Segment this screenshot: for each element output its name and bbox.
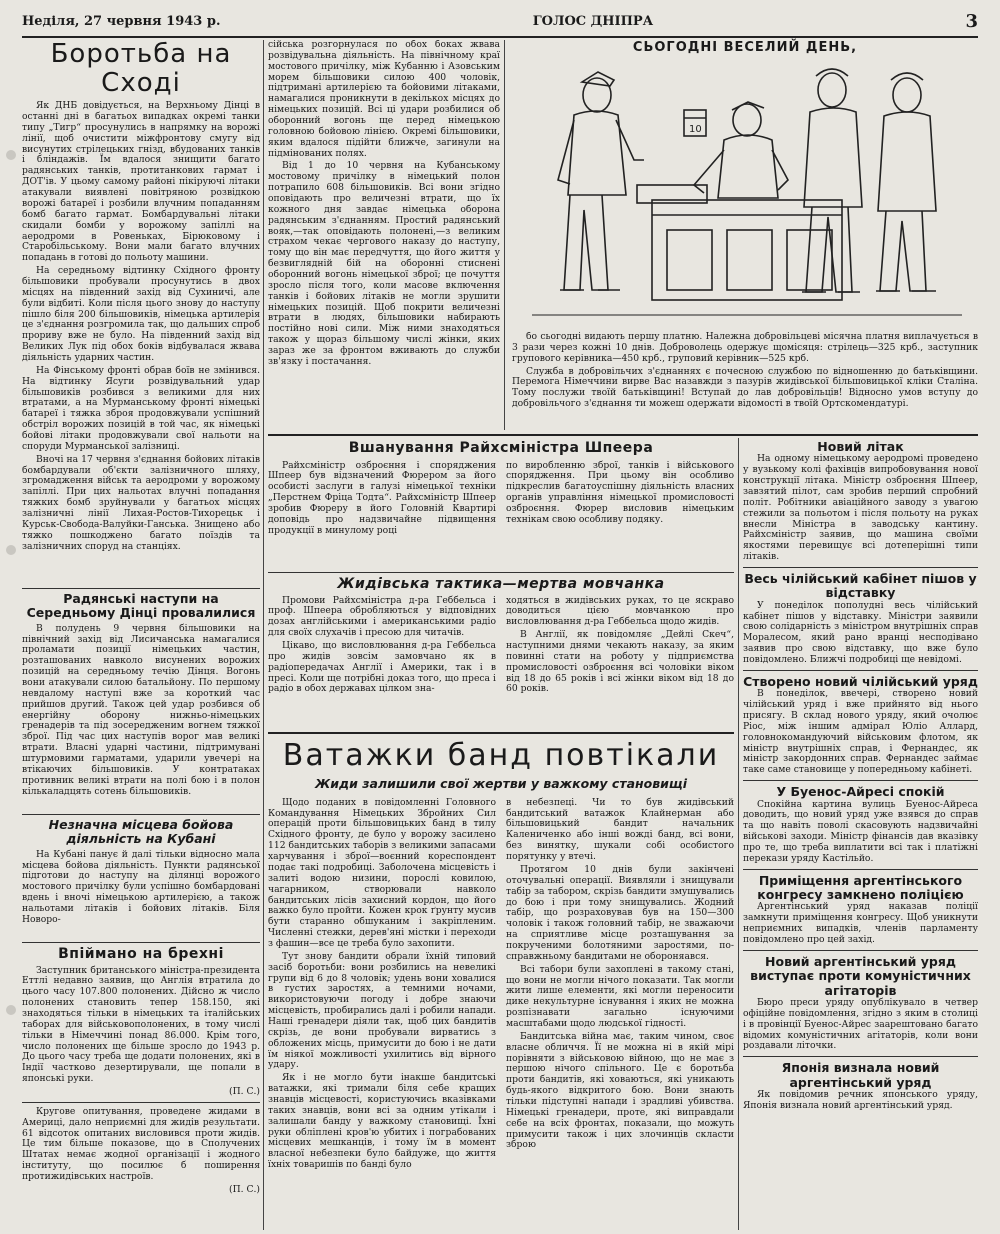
soldier-figure bbox=[876, 73, 936, 291]
article-tactic bbox=[268, 576, 734, 700]
article-subtitle: Жиди залишили свої жертви у важкому становищі bbox=[314, 776, 687, 792]
paragraph: Як і не могло бути інакше бандитські ватажки, які тримали біля себе кращих знавців місцевості, користуючись вказівками таких знавців, вони всі за одним утікали і залишали банду у важкому становищі. Їхні руки обліплені кров'ю убитих і пограбованих місцевих мешканців, і тому їм в момент власної небезпеки було байдуже, що життя їхніх товаришів по банді було bbox=[268, 1072, 496, 1171]
divider bbox=[743, 670, 978, 671]
paragraph: сійська розгорнулася по обох боках жвава розвідувальна діяльність. На північному краї мостового причілку, між Кубанню і Азовським морем більшовики силою 400 чоловік, підтримані артилерією та бойовими літаками, намагалися проникнути в декількох місцях до німецьких позицій. Всі ці удари розбилися об оборонний вогонь ще перед німецькою головною бойовою лінією. Окремі більшовики, яким вдалося підійти ближче, загинули на підмінованих полях. bbox=[268, 40, 500, 159]
page-number: 3 bbox=[965, 11, 978, 33]
paragraph: Протягом 10 днів були закінчені оточувальні операції. Виявляли і знищували табір за табором, скрізь бандити змушувались до бою і при тому знищувались. Жодний табір, що розраховував був на 150—300 чоловік і також головний табір, не зважаючи на сприятливе місце розташування за покрученими болотяними заростями, по-справжньому бандитами не обороняався. bbox=[506, 863, 734, 962]
article-title: Радянські наступи на Середньому Дінці провалилися bbox=[26, 592, 256, 621]
paragraph: На Кубані панує й далі тільки відносно мала місцева бойова діяльність. Пункти радянської підготови до наступу на ділянці ворожого мостового причілку були успішно бомбардовані вдень і вночі німецькою артилерією, а також нальотами літаків і бойових літаків. Біля Новоро- bbox=[22, 848, 260, 925]
article-bands bbox=[268, 738, 734, 1230]
calendar-number: 10 bbox=[689, 124, 702, 135]
column-rule bbox=[263, 40, 264, 1230]
paragraph: На середньому відтинку Східного фронту більшовики пробували просунутись в двох місцях на південний захід від Сухиничі, але були відбиті. Коли після цього знову до наступу пішло біля 200 більшовиків, німецька артилерія це з'єднання розгромила так, що дальших спроб прориву вже не було. На південний захід від Великих Лук під обох боків відбувалася жвава діяльність ударних частин. bbox=[22, 265, 260, 363]
paragraph: Промови Райхсміністра д-ра Геббельса і проф. Шпеера обробляються у відповідних дозах англійськими і американськими радіо для своїх слухачів і пресою для читачів. bbox=[268, 594, 496, 639]
paragraph: Всі табори були захоплені в такому стані, що вони не могли нічого показати. Так могли жити лише елементи, які могли переносити дике некультурне існування і яких не можна розпізнавати загально існуючими масштабами щодо людської гідності. bbox=[506, 963, 734, 1029]
paragraph: Бюро преси уряду опублікувало в четвер офіційне повідомлення, згідно з яким в столиці і в провінції Буенос-Айрес заарештовано багато відомих комуністичних агітаторів, коли вони роздавали літочки. bbox=[743, 996, 978, 1052]
divider bbox=[268, 732, 734, 734]
issue-date: Неділя, 27 червня 1943 р. bbox=[22, 14, 221, 30]
paragraph: Вночі на 17 червня з'єднання бойових літаків бомбардували об'єкти залізничного шляху, згромадження військ та аеродроми у ворожому запіллі. При цих нальотах влучні попадання тяжких бомб зруйнували у багатьох місцях залізничні лінії Лихая-Ростов-Тихорецьк і Курськ-Свобода-Валуйки-Ганська. Знищено або тяжко пошкоджено багато поїздів та залізничних споруд на станціях. bbox=[22, 453, 260, 552]
article-donets bbox=[22, 592, 260, 808]
paragraph: У понеділок пополудні весь чілійський кабінет пішов у відставку. Міністри заявили свою солідарність з міністром внутрішніх справ Моралесом, який рано вранці несподівано заявив про свою відставку, що вже було повідомлено. Ближчі подробиці ще невідомі. bbox=[743, 599, 978, 666]
paragraph: В понеділок, ввечері, створено новий чілійський уряд і вже прийнято від нього присягу. В склад нового уряду, який очолює Ріос, між іншим адмірал Юліо Аллард, головнокомандуючий військовим флотом, як міністр внутрішніх справ, і Фернандес, як міністр закордонних справ. Фернандес займає таке саме становище у попередньому кабінеті. bbox=[743, 688, 978, 776]
divider bbox=[268, 434, 978, 436]
divider bbox=[743, 1056, 978, 1057]
paragraph: Райхсміністр озброєння і споряджения Шпеер був відзначений Фюрером за його особисті заслуги в галузі німецької техніки „Перстнем Фріца Тодта“. Райхсміністр Шпеер зробив Фюреру в його Головній Квартирі доповідь про надзвичайне підвищення продукції в минулому році bbox=[268, 459, 496, 536]
divider bbox=[22, 588, 260, 589]
divider bbox=[743, 869, 978, 870]
divider bbox=[22, 942, 260, 943]
paragraph: по виробленню зброї, танків і військового спорядження. При цьому він особливо підкреслив багатоуспішну діяльність власних органів управління німецької промисловості озброєння. Фюрер висловив німецьким технікам свою особливу подяку. bbox=[506, 459, 734, 525]
divider bbox=[268, 572, 734, 573]
article-title: Створено новий чілійський уряд bbox=[743, 673, 978, 689]
paragraph: Кругове опитування, проведене жидами в Америці, дало неприємні для жидів результати. 61 відсоток опитаних висловився проти жидів. Це тим більше показове, що в Сполучених Штатах немає жодної організації і жодного інституту, що посилює б поширення протижидівських настроїв. bbox=[22, 1105, 260, 1182]
article-title: Новий аргентінський уряд виступає проти комуністичних агітаторів bbox=[750, 953, 971, 998]
cartoon bbox=[512, 40, 978, 332]
punch-hole bbox=[6, 1005, 16, 1015]
paragraph: На Фінському фронті обрав боїв не змінився. На відтинку Ясуги розвідувальний удар більшовиків розбився з великими для них втратами, а на Мурманському фронті німецькі батареї і тяжка зброя продовжували успішний обстріл ворожих позицій в той час, як німецькі бойові літаки продовжували свої нальоти на споруди Мурманської залізниці. bbox=[22, 364, 260, 452]
cartoon-caption bbox=[512, 332, 978, 432]
article-title: Весь чілійський кабінет пішов у відставку bbox=[744, 570, 977, 601]
paragraph: Спокійна картина вулиць Буенос-Айреса доводить, що новий уряд уже взявся до справ та що навіть поволі скасовують надзвичайні військові заходи. Міністр фінансів дав вказівку про те, що треба виплатити всі так і платіжні перекази уряду Кастільйо. bbox=[743, 798, 978, 864]
article-kuban bbox=[22, 818, 260, 938]
paragraph: Заступник британського міністра-президента Еттлі недавно заявив, що Англія втратила до цього часу 107.800 полонених. Дійсно ж число полонених становить тепер 158.150, які знаходяться тільки в німецьких та італійських таборах для військовополонених, в тому числі тільки в Німеччині понад 86.000. Крім того, число полонених ще більше зросло до 1943 р. До цього часу треба ще додати полонених, які в Індії частково дезертирували, ще попали в японські руки. bbox=[22, 964, 260, 1085]
article-east bbox=[22, 40, 260, 582]
article-title: У Буенос-Айресі спокій bbox=[776, 784, 945, 800]
divider bbox=[22, 1102, 260, 1103]
paragraph: Щодо поданих в повідомленні Головного Командування Німецьких Збройних Сил операцій проти більшовицьких банд в тилу Східного фронту, де було у ворожу засилено 112 бандитських таборів з великими запасами харчування і зброї—воєнний кореспондент подає такі подробиці. Заболочена місцевість і залиті водою низини, порослі ковилою, чагарником, створювали навколо бандитських лісів захисний кордон, що його важко було пройти. Кожен крок ґрунту мусив бути старанно обшуканим і закріпленим. Численні стежки, дерев'яні містки і переходи з фашин—все це треба було захопити. bbox=[268, 796, 496, 949]
soldier-figure bbox=[802, 69, 862, 292]
paragraph: В Англії, як повідомляє „Дейлі Скеч“, наступними днями чекають наказу, за яким повинні стати на роботу у підприємства промисловості озброєння всі чоловіки віком від 18 до 65 років і всі жінки віком від 18 до 60 років. bbox=[506, 629, 734, 695]
signature: (П. С.) bbox=[229, 1183, 260, 1195]
paragraph: Цікаво, що висловлювання д-ра Геббельса про жидів зовсім замовчано як в радіопередачах Англії і Америки, так і в пресі. Коли ще потрібні доказ того, що преса і радіо в обох державах цілком зна- bbox=[268, 639, 496, 695]
article-title: Незначна місцева бойова діяльність на Кубані bbox=[48, 818, 234, 847]
paragraph: бо сьогодні видають першу платню. Належна добровільцеві місячна платня виплачується в 3 рази через кожні 10 днів. Доброволець одержує щомісяця: стрілець—325 крб., заступник групового керівника—450 крб., груповий керівник—525 крб. bbox=[512, 332, 978, 364]
article-title: Вшанування Райхсміністра Шпеера bbox=[348, 440, 654, 456]
paragraph: в небезпеці. Чи то був жидівський бандитський ватажок Клайнерман або більшовицький бандит начальник Калениченко або інші вожді банд, всі вони, без винятку, шукали собі особистого порятунку у втечі. bbox=[506, 796, 734, 863]
desk bbox=[637, 185, 842, 300]
paragraph: Як повідомив речник японського уряду, Японія визнала новий аргентінський уряд. bbox=[743, 1089, 978, 1111]
divider bbox=[743, 780, 978, 781]
newspaper-name: ГОЛОС ДНІПРА bbox=[532, 14, 654, 30]
article-east-cont bbox=[268, 40, 500, 432]
cartoon-title: СЬОГОДНІ ВЕСЕЛИЙ ДЕНЬ, bbox=[632, 40, 858, 55]
column-rule bbox=[738, 438, 739, 1230]
paymaster-figure bbox=[694, 102, 788, 198]
article-title: Ватажки банд повтікали bbox=[282, 738, 720, 773]
paragraph: На одному німецькому аеродромі проведено у вузькому колі фахівців випробовування нової конструкції літака. Міністр озброєння Шпеер, завзятий пілот, сам зробив перший спробний політ. Робітники авіаційного заводу з увагою стежили за польотом і після польоту на руках внесли Міністра в заводську кантину. Райхсміністр заявив, що машина своїми якостями перевищує всі дотеперішні типи літаків. bbox=[743, 453, 978, 563]
divider bbox=[743, 567, 978, 568]
right-column bbox=[743, 440, 978, 1230]
paragraph: Як ДНБ довідується, на Верхньому Дінці в останні дні в багатьох випадках окремі танки типу „Тигр“ просунулись в напрямку на ворожі лінії, щоб очистити міжфронтову смугу від висунутих стрілецьких гнізд, вбудованих танків і бліндажів. Їм вдалося знищити багато радянських танків, протитанкових гармат і ДОТ'ів. У цьому самому районі пікіруючі літаки атакували виявлені повітряною розвідкою ворожі батареї і розбили влучним попаданням бомб багато гармат. Бомбардувальні літаки скидали бомби у ворожому запіллі на аеродроми в Ровеньках, Бірюковому і Старобільському. Вони мали багато влучних попадань в готові до польоту машини. bbox=[22, 100, 260, 264]
article-title: Новий літак bbox=[817, 440, 904, 454]
paragraph: Аргентінський уряд наказав поліції замкнути приміщення конгресу. Щоб уникнути неприємних випадків, членів парламенту повідомлено про цей захід. bbox=[743, 901, 978, 945]
punch-hole bbox=[6, 545, 16, 555]
paragraph: Тут знову бандити обрали їхній типовий засіб боротьби: вони розбились на невеликі групи від 6 до 8 чоловік; удень вони ховалися в густих заростях, а темними ночами, використовуючи погоду і добре знаючи місцевість, пробирались далі і робили напади. Наші гренадери діяли так, щоб цих бандитів скрізь, де вони пробували вирватись з обложених місць, примусити до бою і не дати їм ніякої можливості ухилитись від вірного удару. bbox=[268, 950, 496, 1071]
article-caught bbox=[22, 946, 260, 1230]
article-title: Приміщення аргентінського конгресу замкнено поліцією bbox=[757, 872, 964, 903]
divider bbox=[743, 950, 978, 951]
signature: (П. С.) bbox=[229, 1085, 260, 1097]
paragraph: Від 1 до 10 червня на Кубанському мостовому причілку в німецький полон потрапило 608 більшовиків. Всі вони згідно оповідають про величезні втрати, що їх кожного дня завдає німецька оборона радянським з'єднанням. Простий радянський вояк,—так оповідають полонені,—з великим страхом чекає чергового наказу до наступу, тому що він має передчуття, що його життя у безвиглядній бій на оборонні стиснені оборонний вогонь німецької зброї; це почуття зросло після того, коли масове включення танків і бойових літаків не могли зрушити німецьких позицій. Щоб покрити величезні втрати в людях, більшовики набирають постійно нові сили. Між ними знаходяться також у щораз більшому числі жінки, яких зараз же за фронтом вживають до служби зв'язку і постачання. bbox=[268, 160, 500, 367]
divider bbox=[22, 814, 260, 815]
article-title: Впіймано на брехні bbox=[58, 946, 224, 962]
cartoon-drawing bbox=[512, 40, 978, 332]
soldier-figure bbox=[558, 72, 644, 290]
paragraph: Служба в добровільчих з'єднаннях є почесною службою по відношенню до батьківщини. Перемога Німеччини вирве Вас назавжди з пазурів жидівської більшовицької кліки Сталіна. Тому послужи твоїй батьківщині! Вступай до лав добровільців! Відносно умов вступу до добровільчого з'єднання ти можеш одержати відомості в твоїй Ортскомендатурі. bbox=[512, 365, 978, 410]
paragraph: В полудень 9 червня більшовики на північний захід від Лисичанська намагалися проламати позиції німецьких частин, розташованих навколо висунених ворожих позицій на середньому течію Дінця. Вогонь вони атакували силою батальйону. По першому невдалому наступі вже за короткий час прийшов другий. Також цей удар розбився об енергійну оборону нижньо-німецьких гренадерів та під зосередженим вогнем тяжкої зброї. Під час цих наступів ворог мав великі втрати. Власні ударні частини, підтримувані штурмовими гарматами, ударили увечері на втікаючих більшовиків. У контратаках противник великі втрати на полі бою і в полон кількаладцять сотень більшовиків. bbox=[22, 622, 260, 797]
column-rule bbox=[504, 40, 505, 430]
article-speer bbox=[268, 440, 734, 566]
article-title: Боротьба на Сході bbox=[50, 40, 232, 98]
masthead bbox=[22, 8, 978, 38]
punch-hole bbox=[6, 150, 16, 160]
paragraph: ходяться в жидівських руках, то це яскраво доводиться цією мовчанкою про висловлювання д-ра Геббельса щодо жидів. bbox=[506, 594, 734, 628]
article-title: Японія визнала новий аргентінський уряд bbox=[781, 1060, 940, 1090]
paragraph: Бандитська війна має, таким чином, своє власне обличчя. Її не можна ні в якій мірі порівняти з військовою війною, що не має з першою нічого спільного. Це є боротьба проти бандитів, які ховаються, які уникають будь-якого відкритого бою. Вони знають тільки підступні напади і зрадливі убивства. Німецькі гренадери, проте, які виправдали себе на всіх фронтах, показали, що можуть примусити також і цих злочинців скласти зброю bbox=[506, 1030, 734, 1151]
article-title: Жидівська тактика—мертва мовчанка bbox=[337, 576, 665, 592]
